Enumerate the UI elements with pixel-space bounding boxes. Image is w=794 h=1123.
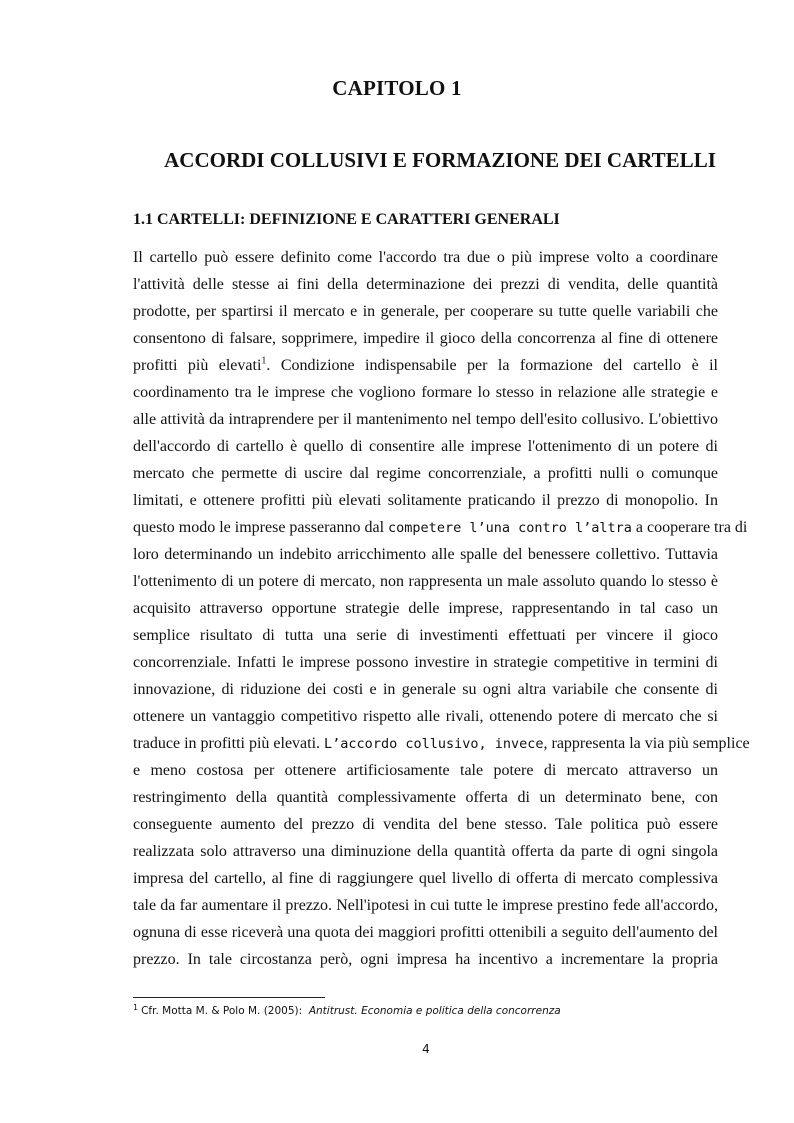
line-segment: a cooperare tra di bbox=[631, 519, 748, 536]
paragraph-line bbox=[133, 514, 748, 541]
line-segment: questo modo le imprese passeranno dal bbox=[133, 519, 389, 536]
paragraph-line: tale da far aumentare il prezzo. Nell'ipotesi in cui tutte le imprese prestino fede all'accordo, bbox=[133, 897, 718, 914]
paragraph-line: dell'accordo di cartello è quello di consentire alle imprese l'ottenimento di un potere di bbox=[133, 438, 718, 455]
chapter-number: CAPITOLO 1 bbox=[332, 76, 462, 100]
paragraph-line: loro determinando un indebito arricchimento alle spalle del benessere collettivo. Tuttavia bbox=[133, 546, 718, 563]
footnote-book-title: Antitrust. Economia e politica della concorrenza bbox=[308, 1005, 561, 1017]
paragraph-line: innovazione, di riduzione dei costi e in generale su ogni altra variabile che consente di bbox=[133, 681, 718, 698]
paragraph-line: realizzata solo attraverso una diminuzione della quantità offerta da parte di ogni singola bbox=[133, 843, 718, 860]
quoted-phrase: competere l’una contro l’altra bbox=[388, 520, 632, 536]
body-paragraph bbox=[133, 244, 750, 973]
paragraph-line: limitati, e ottenere profitti più elevati solitamente praticando il prezzo di monopolio. In bbox=[133, 492, 718, 509]
line-segment: traduce in profitti più elevati. bbox=[133, 735, 325, 752]
line-segment: , rappresenta la via più semplice bbox=[543, 735, 750, 752]
paragraph-line: prodotte, per spartirsi il mercato e in generale, per cooperare su tutte quelle variabili che bbox=[133, 303, 718, 320]
paragraph-line: impresa del cartello, al fine di raggiungere quel livello di offerta di mercato complessiva bbox=[133, 870, 718, 887]
chapter-title: ACCORDI COLLUSIVI E FORMAZIONE DEI CARTELLI bbox=[164, 148, 716, 172]
page-number: 4 bbox=[422, 1042, 430, 1056]
paragraph-line: semplice risultato di tutta una serie di investimenti effettuati per vincere il gioco bbox=[133, 627, 718, 644]
footnote-reference[interactable]: 1 bbox=[261, 355, 267, 367]
paragraph-line bbox=[133, 730, 750, 757]
footnote bbox=[133, 1002, 561, 1017]
line-segment: profitti più elevati bbox=[133, 357, 262, 374]
footnote-number: 1 bbox=[133, 1002, 139, 1012]
paragraph-line: Il cartello può essere definito come l'accordo tra due o più imprese volto a coordinare bbox=[133, 249, 718, 266]
paragraph-line: mercato che permette di uscire dal regime concorrenziale, a profitti nulli o comunque bbox=[133, 465, 718, 482]
paragraph-line: l'ottenimento di un potere di mercato, non rappresenta un male assoluto quando lo stesso è bbox=[133, 573, 718, 590]
paragraph-line: acquisito attraverso opportune strategie delle imprese, rappresentando in tal caso un bbox=[133, 600, 718, 617]
footnote-citation: Cfr. Motta M. & Polo M. (2005): bbox=[141, 1005, 303, 1017]
paragraph-line: conseguente aumento del prezzo di vendita del bene stesso. Tale politica può essere bbox=[133, 816, 718, 833]
paragraph-line: l'attività delle stesse ai fini della determinazione dei prezzi di vendita, delle quantità bbox=[133, 276, 718, 293]
paragraph-line bbox=[133, 352, 718, 379]
line-segment: . Condizione indispensabile per la formazione del cartello è il bbox=[266, 357, 718, 374]
paragraph-line: coordinamento tra le imprese che vogliono formare lo stesso in relazione alle strategie e bbox=[133, 384, 718, 401]
paragraph-line: prezzo. In tale circostanza però, ogni impresa ha incentivo a incrementare la propria bbox=[133, 951, 718, 968]
paragraph-line: ottenere un vantaggio competitivo rispetto alle rivali, ottenendo potere di mercato che si bbox=[133, 708, 718, 725]
paragraph-line: concorrenziale. Infatti le imprese possono investire in strategie competitive in termini di bbox=[133, 654, 718, 671]
quoted-phrase: L’accordo collusivo, invece bbox=[324, 736, 544, 752]
section-heading: 1.1 CARTELLI: DEFINIZIONE E CARATTERI GENERALI bbox=[133, 211, 560, 228]
footnote-divider bbox=[133, 997, 325, 998]
paragraph-line: restringimento della quantità complessivamente offerta di un determinato bene, con bbox=[133, 789, 718, 806]
paragraph-line: ognuna di esse riceverà una quota dei maggiori profitti ottenibili a seguito dell'aumento del bbox=[133, 924, 718, 941]
paragraph-line: e meno costosa per ottenere artificiosamente tale potere di mercato attraverso un bbox=[133, 762, 718, 779]
paragraph-line: consentono di falsare, sopprimere, impedire il gioco della concorrenza al fine di ottenere bbox=[133, 330, 718, 347]
paragraph-line: alle attività da intraprendere per il mantenimento nel tempo dell'esito collusivo. L'obiettivo bbox=[133, 411, 718, 428]
